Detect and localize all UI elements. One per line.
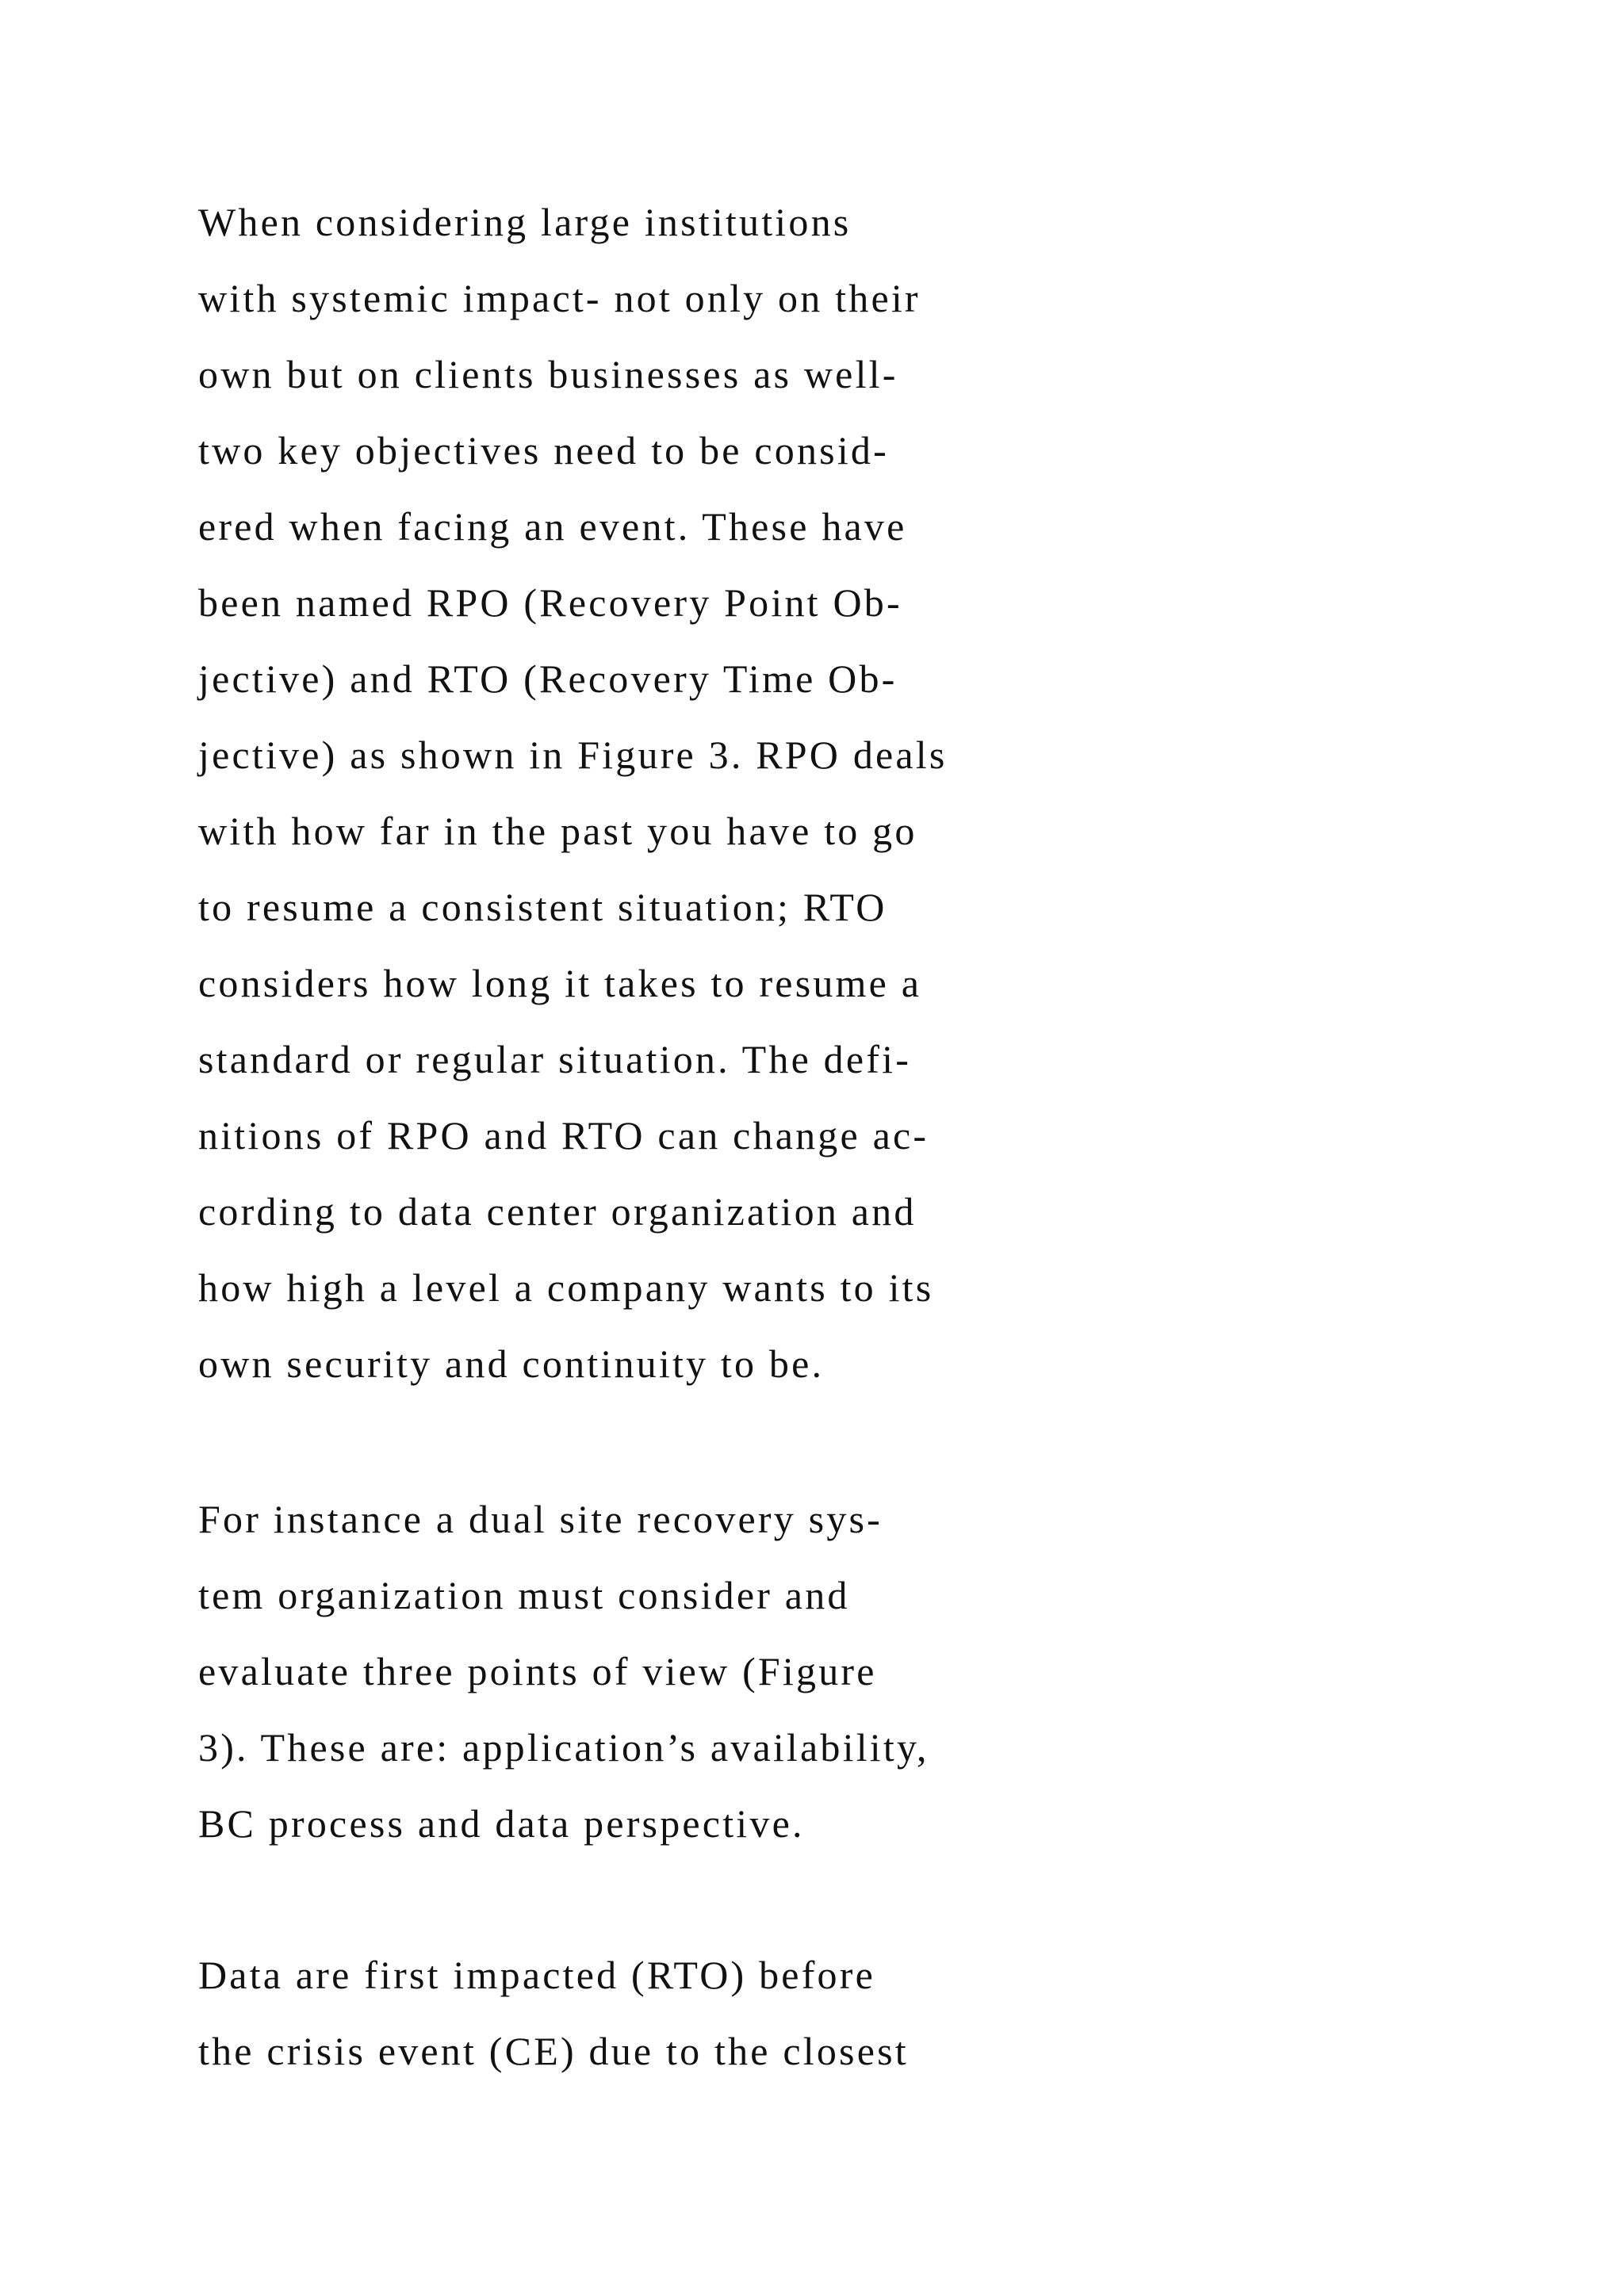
text-line: cording to data center organization and — [198, 1189, 917, 1234]
text-line: Data are first impacted (RTO) before — [198, 1953, 875, 1997]
paragraph-rpo-rto — [198, 184, 1388, 1402]
text-line: 3). These are: application’s availability, — [198, 1725, 929, 1770]
text-line: the crisis event (CE) due to the closest — [198, 2029, 909, 2073]
text-line: nitions of RPO and RTO can change ac- — [198, 1113, 929, 1158]
text-line: how high a level a company wants to its — [198, 1265, 934, 1310]
text-line: been named RPO (Recovery Point Ob- — [198, 580, 902, 625]
text-line: considers how long it takes to resume a — [198, 961, 922, 1005]
paragraph-data-impact — [198, 1937, 1388, 2089]
text-line: with how far in the past you have to go — [198, 809, 917, 853]
text-line: jective) as shown in Figure 3. RPO deals — [198, 733, 948, 777]
text-line: evaluate three points of view (Figure — [198, 1649, 877, 1693]
text-line: own but on clients businesses as well- — [198, 352, 898, 396]
text-line: to resume a consistent situation; RTO — [198, 885, 887, 929]
text-line: BC process and data perspective. — [198, 1801, 805, 1846]
text-line: with systemic impact- not only on their — [198, 276, 921, 320]
text-line: two key objectives need to be consid- — [198, 428, 889, 473]
text-line: standard or regular situation. The defi- — [198, 1037, 912, 1081]
text-line: For instance a dual site recovery sys- — [198, 1497, 883, 1541]
text-line: ered when facing an event. These have — [198, 504, 907, 549]
paragraph-dual-site — [198, 1481, 1388, 1862]
text-line: When considering large institutions — [198, 200, 852, 244]
text-line: tem organization must consider and — [198, 1573, 850, 1617]
text-line: own security and continuity to be. — [198, 1341, 825, 1386]
text-line: jective) and RTO (Recovery Time Ob- — [198, 656, 898, 701]
